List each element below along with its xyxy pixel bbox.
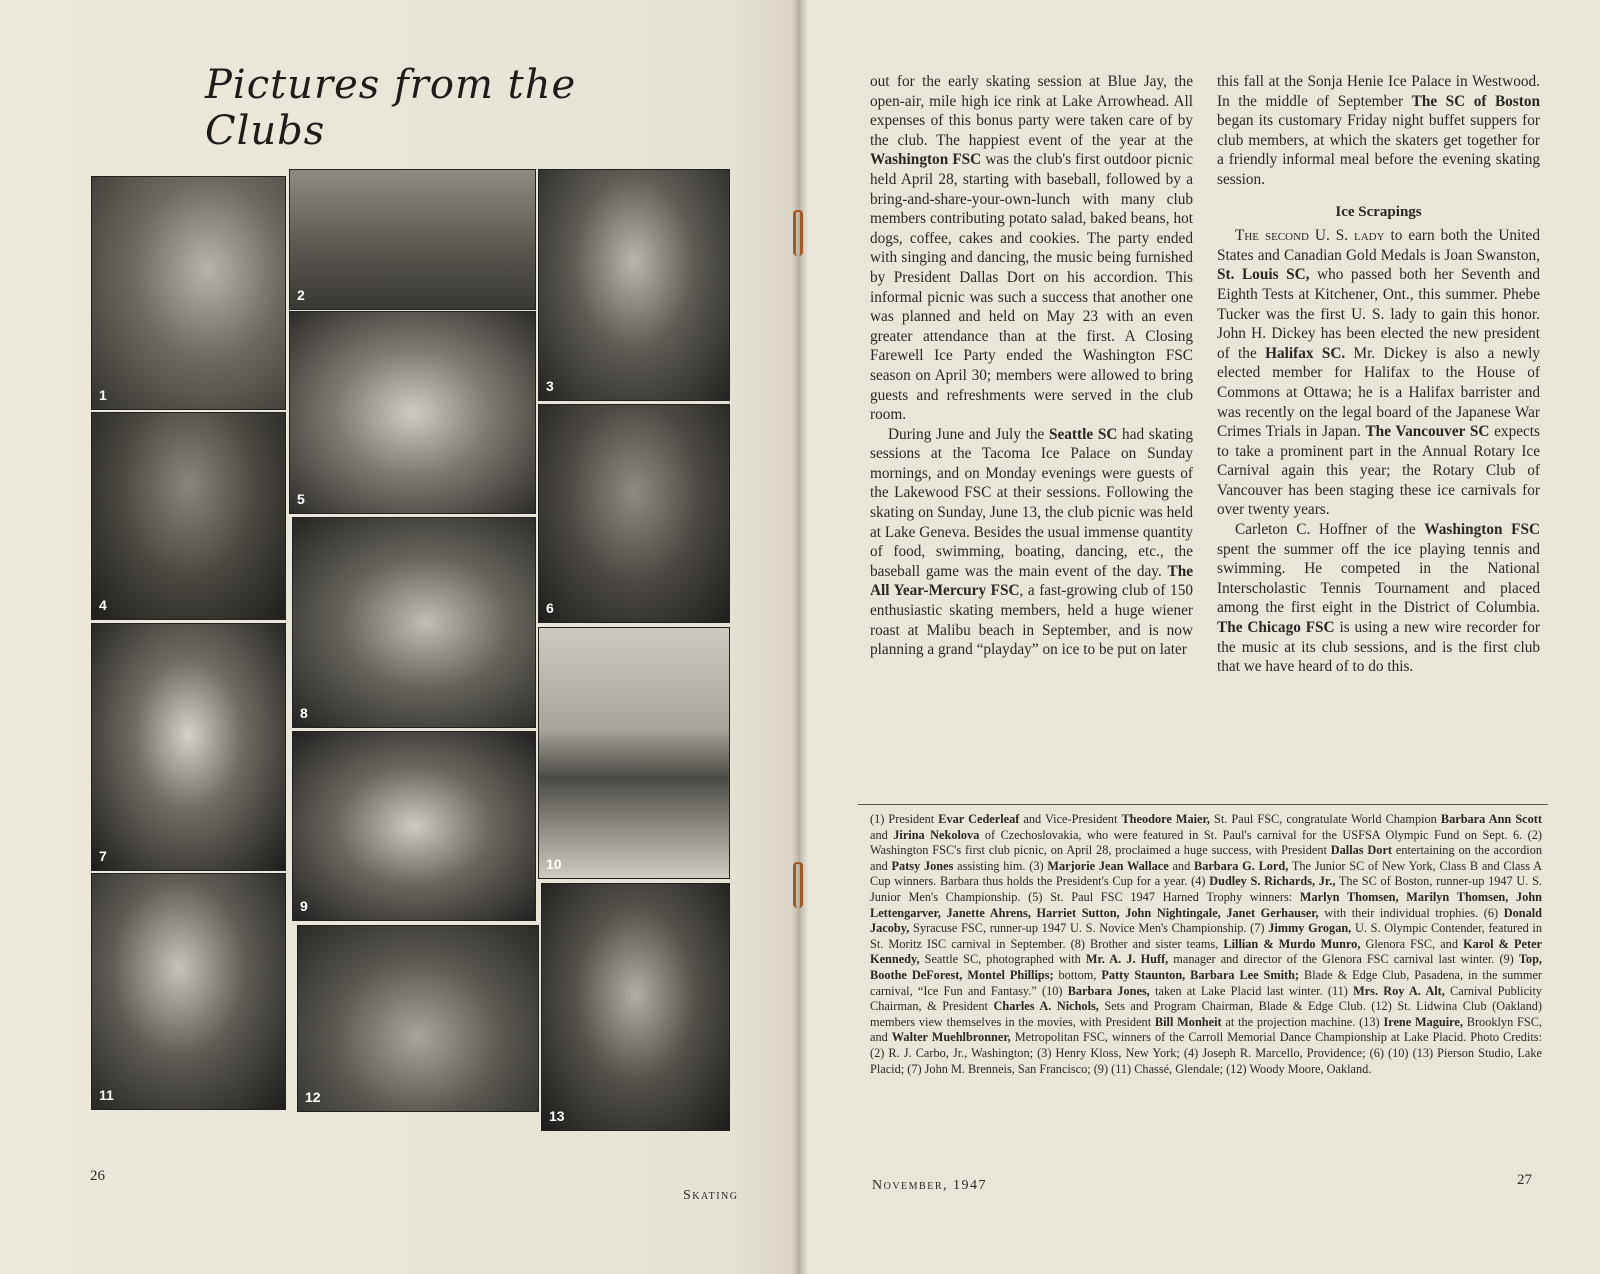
photo-1 [91,176,286,410]
caption-rule [858,804,1548,805]
photo-number: 8 [300,705,308,721]
paragraph: out for the early skating session at Blue Jay, the open-air, mile high ice rink at Lake Arrowhead. All expenses of this bonus party were taken care of by the club. The happiest event of the year at the Washington FSC was the club's first outdoor picnic held April 28, starting with baseball, followed by a bring-and-share-your-own-lunch with many club members contributing potato salad, baked beans, hot dogs, coffee, cakes and cookies. The party ended with singing and dancing, the music being furnished by President Dallas Dort on his accordion. This informal picnic was such a success that another one was planned and held on May 23 with an even greater attendance than at the first. A Closing Farewell Ice Party ended the Washington FSC season on April 30; members were allowed to bring guests and refreshments were served in the club room. [870,73,1193,424]
photo-12 [297,925,539,1112]
photo-9 [292,731,536,921]
paragraph: The second U. S. lady to earn both the United States and Canadian Gold Medals is Joan Swanston, St. Louis SC, who passed both her Seventh and Eighth Tests at Kitchener, Ont., this summer. Phebe Tucker was the first U. S. lady to gain this honor. John H. Dickey has been elected the new president of the Halifax SC. Mr. Dickey is also a newly elected member for Halifax to the House of Commons at Ottawa; he is a Halifax barrister and was recently on the legal board of the Japanese War Crimes Trials in Japan. The Vancouver SC expects to take a prominent part in the Annual Rotary Ice Carnival again this year; the Rotary Club of Vancouver has been staging these ice carnivals for over twenty years. [1217,227,1540,519]
text-column-1 [870,72,1193,660]
photo-7 [91,623,286,871]
page-number-right: 27 [1517,1172,1532,1188]
photo-8 [292,517,536,728]
photo-number: 3 [546,378,554,394]
photo-6 [538,404,730,623]
paragraph: this fall at the Sonja Henie Ice Palace in Westwood. In the middle of September The SC of Boston began its customary Friday night buffet suppers for club members, at which the skaters get together for a friendly informal meal before the evening skating session. [1217,73,1540,188]
running-head-right: November, 1947 [872,1178,988,1193]
photo-number: 9 [300,898,308,914]
photo-number: 13 [549,1108,565,1124]
photo-3 [538,169,730,401]
photo-4 [91,412,286,620]
photo-number: 5 [297,491,305,507]
photo-10 [538,627,730,879]
photo-number: 7 [99,848,107,864]
photo-number: 2 [297,287,305,303]
photo-number: 6 [546,600,554,616]
page-title: Pictures from the Clubs [205,62,577,154]
photo-number: 4 [99,597,107,613]
text-column-2 [1217,72,1540,677]
photo-13 [541,883,730,1131]
photo-captions: (1) President Evar Cederleaf and Vice-President Theodore Maier, St. Paul FSC, congratulate World Champion Barbara Ann Scott and Jirina Nekolova of Czechoslovakia, who were featured in St. Paul's carnival for the USFSA Olympic Fund on Sept. 6. (2) Washington FSC's first club picnic, on April 28, proclaimed a huge success, with President Dallas Dort entertaining on the accordion and Patsy Jones assisting him. (3) Marjorie Jean Wallace and Barbara G. Lord, The Junior SC of New York, Class B and Class A Cup winners. Barbara thus holds the President's Cup for a year. (4) Dudley S. Richards, Jr., The SC of Boston, runner-up 1947 U. S. Junior Men's Championship. (5) St. Paul FSC 1947 Harned Trophy winners: Marlyn Thomsen, Marilyn Thomsen, John Lettengarver, Janette Ahrens, Harriet Sutton, John Nightingale, Janet Gerhauser, with their individual trophies. (6) Donald Jacoby, Syracuse FSC, runner-up 1947 U. S. Novice Men's Championship. (7) Jimmy Grogan, U. S. Olympic Contender, featured in St. Moritz ISC carnival in September. (8) Brother and sister teams, Lillian & Murdo Munro, Glenora FSC, and Karol & Peter Kennedy, Seattle SC, photographed with Mr. A. J. Huff, manager and director of the Glenora FSC carnival last winter. (9) Top, Boothe DeForest, Montel Phillips; bottom, Patty Staunton, Barbara Lee Smith; Blade & Edge Club, Pasadena, in the summer carnival, “Ice Fun and Fantasy.” (10) Barbara Jones, taken at Lake Placid last winter. (11) Mrs. Roy A. Alt, Carnival Publicity Chairman, & President Charles A. Nichols, Sets and Program Chairman, Blade & Edge Club. (12) St. Lidwina Club (Oakland) members view themselves in the movies, with President Bill Monheit at the projection machine. (13) Irene Maguire, Brooklyn FSC, and Walter Muehlbronner, Metropolitan FSC, winners of the Carroll Memorial Dance Championship at Lake Placid. Photo Credits: (2) R. J. Carbo, Jr., Washington; (3) Henry Kloss, New York; (4) Joseph R. Marcello, Providence; (6) (10) (13) Pierson Studio, Lake Placid; (7) John M. Brenneis, San Francisco; (9) (11) Chassé, Glendale; (12) Woody Moore, Oakland. [870,812,1543,1076]
photo-number: 1 [99,387,107,403]
paragraph: During June and July the Seattle SC had skating sessions at the Tacoma Ice Palace on Sunday mornings, and on Monday evenings were guests of the Lakewood FSC at their sessions. Following the skating on Sunday, June 13, the club picnic was held at Lake Geneva. Besides the usual immense quantity of food, swimming, boating, dancing, etc., the baseball game was the main event of the day. The All Year-Mercury FSC, a fast-growing club of 150 enthusiastic skating members, held a huge wiener roast at Malibu beach in September, and is now planning a grand “playday” on ice to be put on later [870,425,1193,659]
photo-number: 12 [305,1089,321,1105]
gutter [792,0,808,1274]
photo-2 [289,169,536,310]
running-head-left: Skating [683,1188,739,1203]
photo-number: 11 [99,1087,114,1103]
photo-5 [289,311,536,514]
staple-top [793,210,803,256]
paragraph: Carleton C. Hoffner of the Washington FSC spent the summer off the ice playing tennis and swimming. He competed in the National Interscholastic Tennis Tournament and placed among the first eight in the District of Columbia. The Chicago FSC is using a new wire recorder for the music at its club sessions, and is the first club that we have heard of to do this. [1217,521,1541,676]
photo-number: 10 [546,856,562,872]
staple-bottom [793,862,803,908]
section-heading: Ice Scrapings [1335,203,1422,220]
photo-11 [91,873,286,1110]
page-number-left: 26 [90,1168,105,1184]
